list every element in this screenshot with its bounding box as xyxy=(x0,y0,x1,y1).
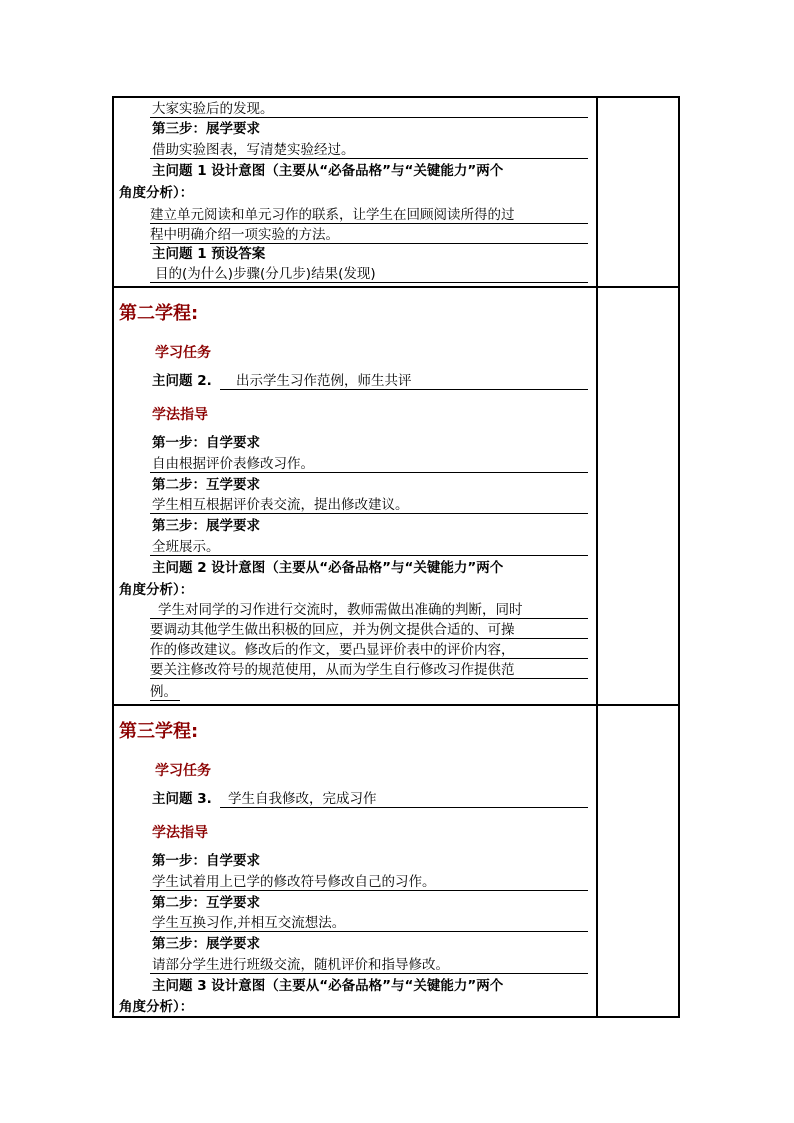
underline xyxy=(150,678,588,679)
step2-label: 第二步：互学要求 xyxy=(152,895,260,911)
task-label: 学习任务 xyxy=(155,763,211,779)
design-intent-text: 例。 xyxy=(150,684,177,700)
step3-text: 请部分学生进行班级交流，随机评价和指导修改。 xyxy=(152,957,449,973)
row-divider-1 xyxy=(114,286,678,288)
discovery-text: 大家实验后的发现。 xyxy=(152,101,274,117)
design-intent-label: 主问题 3 设计意图（主要从“必备品格”与“关键能力”两个 xyxy=(152,978,504,994)
design-intent-label-cont: 角度分析）： xyxy=(119,999,194,1015)
underline xyxy=(150,700,180,701)
design-intent-text: 要调动其他学生做出积极的回应，并为例文提供合适的、可操 xyxy=(150,622,515,638)
column-divider xyxy=(596,98,598,1016)
underline xyxy=(150,223,588,224)
design-intent-label: 主问题 2 设计意图（主要从“必备品格”与“关键能力”两个 xyxy=(152,560,504,576)
question-label: 主问题 3. xyxy=(152,791,212,807)
section-heading: 第二学程: xyxy=(119,303,199,324)
task-label: 学习任务 xyxy=(155,345,211,361)
step3-label: 第三步：展学要求 xyxy=(152,121,260,137)
row-divider-2 xyxy=(114,704,678,706)
design-intent-label: 主问题 1 设计意图（主要从“必备品格”与“关键能力”两个 xyxy=(152,163,504,179)
step3-label: 第三步：展学要求 xyxy=(152,518,260,534)
underline xyxy=(150,117,588,118)
underline xyxy=(150,638,588,639)
method-label: 学法指导 xyxy=(152,825,208,841)
design-intent-text: 作的修改建议。修改后的作文，要凸显评价表中的评价内容， xyxy=(150,642,515,658)
preset-answer-text: 目的(为什么)步骤(分几步)结果(发现) xyxy=(155,266,376,282)
question-label: 主问题 2. xyxy=(152,373,212,389)
underline xyxy=(150,658,588,659)
design-intent-text: 程中明确介绍一项实验的方法。 xyxy=(150,227,339,243)
step2-label: 第二步：互学要求 xyxy=(152,477,260,493)
step1-label: 第一步：自学要求 xyxy=(152,435,260,451)
underline xyxy=(150,158,588,159)
preset-answer-label: 主问题 1 预设答案 xyxy=(152,246,266,262)
design-intent-text: 建立单元阅读和单元习作的联系，让学生在回顾阅读所得的过 xyxy=(150,207,515,223)
step3-text: 全班展示。 xyxy=(152,539,220,555)
question-text: 出示学生习作范例，师生共评 xyxy=(236,373,412,389)
underline xyxy=(150,931,588,932)
underline xyxy=(150,472,588,473)
design-intent-label-cont: 角度分析）： xyxy=(119,185,194,201)
underline xyxy=(150,890,588,891)
underline xyxy=(150,282,588,283)
underline xyxy=(150,513,588,514)
design-intent-text: 要关注修改符号的规范使用，从而为学生自行修改习作提供范 xyxy=(150,662,515,678)
underline xyxy=(220,389,588,390)
step3-label: 第三步：展学要求 xyxy=(152,936,260,952)
underline xyxy=(150,555,588,556)
design-intent-label-cont: 角度分析）： xyxy=(119,582,194,598)
design-intent-text: 学生对同学的习作进行交流时，教师需做出准确的判断，同时 xyxy=(158,602,523,618)
underline xyxy=(150,243,588,244)
underline xyxy=(220,807,588,808)
section-heading: 第三学程: xyxy=(119,721,199,742)
underline xyxy=(150,618,588,619)
step2-text: 学生相互根据评价表交流，提出修改建议。 xyxy=(152,497,409,513)
step1-text: 学生试着用上已学的修改符号修改自己的习作。 xyxy=(152,874,436,890)
method-label: 学法指导 xyxy=(152,407,208,423)
underline xyxy=(150,973,588,974)
step1-label: 第一步：自学要求 xyxy=(152,853,260,869)
question-text: 学生自我修改，完成习作 xyxy=(228,791,377,807)
step1-text: 自由根据评价表修改习作。 xyxy=(152,456,314,472)
step2-text: 学生互换习作,并相互交流想法。 xyxy=(152,915,346,931)
step3-text: 借助实验图表，写清楚实验经过。 xyxy=(152,142,355,158)
